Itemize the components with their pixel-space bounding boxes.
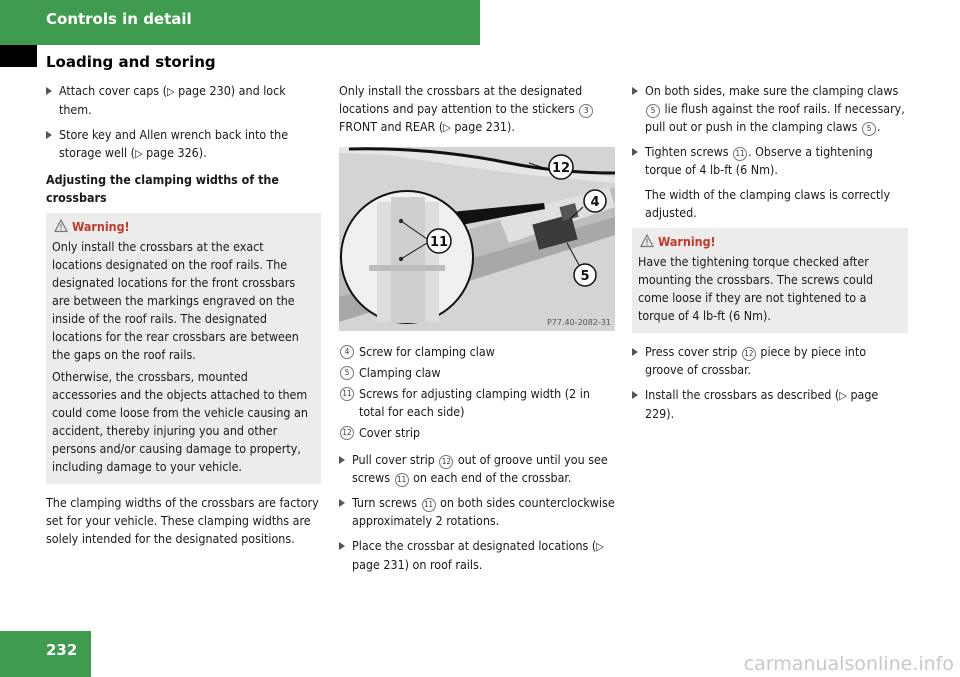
legend-item: 4 Screw for clamping claw xyxy=(339,343,615,361)
bullet-arrow-icon xyxy=(46,87,52,95)
bullet-arrow-icon xyxy=(46,131,52,139)
callout-number: 11 xyxy=(340,387,354,401)
callout-number: 4 xyxy=(340,345,354,359)
bullet-arrow-icon xyxy=(632,391,638,399)
chapter-title: Controls in detail xyxy=(46,10,192,28)
paragraph: Only install the crossbars at the designated locations and pay attention to the stickers 3 FRONT and REAR (▷ page 231). xyxy=(339,82,615,137)
page-number: 232 xyxy=(46,641,78,659)
list-item: Store key and Allen wrench back into the storage well (▷ page 326). xyxy=(46,126,321,163)
callout-label: 4 xyxy=(590,195,600,210)
bullet-arrow-icon xyxy=(339,499,345,507)
column-right xyxy=(632,82,908,430)
bullet-arrow-icon xyxy=(632,87,638,95)
list-item: Install the crossbars as described (▷ page 229). xyxy=(632,386,908,423)
figure-code: P77.40-2082-31 xyxy=(546,318,611,327)
callout-number: 11 xyxy=(733,147,747,161)
warning-text: Have the tightening torque checked after mounting the crossbars. The screws could come loose if they are not tightened to a torque of 4 lb-ft (6 Nm). xyxy=(638,254,874,323)
bullet-arrow-icon xyxy=(339,456,345,464)
list-item: Turn screws 11 on both sides counterclockwise approximately 2 rotations. xyxy=(339,494,615,530)
section-tab xyxy=(0,45,37,67)
legend-item: 5 Clamping claw xyxy=(339,364,615,382)
callout-label: 5 xyxy=(580,269,590,284)
crossbar-illustration xyxy=(339,147,615,331)
page-ref-icon[interactable]: ▷ xyxy=(166,85,175,98)
bullet-arrow-icon xyxy=(632,348,638,356)
bullet-arrow-icon xyxy=(632,148,638,156)
list-item: Pull cover strip 12 out of groove until you see screws 11 on each end of the crossbar. xyxy=(339,451,615,487)
page-ref-icon[interactable]: ▷ xyxy=(596,540,604,553)
list-item: Attach cover caps (▷ page 230) and lock them. xyxy=(46,82,321,119)
callout-number: 3 xyxy=(579,104,593,118)
column-middle xyxy=(339,82,615,581)
callout-label: 11 xyxy=(429,235,449,250)
warning-box xyxy=(632,228,908,333)
warning-text: Only install the crossbars at the exact locations designated on the roof rails. The designated locations for the front crossbars are between the markings engraved on the inside of the roof rails. The designated locations for the rear crossbars are between the gaps on the roof rails. xyxy=(52,239,299,362)
list-item: Tighten screws 11 . Observe a tightening torque of 4 lb-ft (6 Nm). xyxy=(632,143,908,179)
column-left xyxy=(46,82,321,556)
callout-number: 5 xyxy=(862,122,876,136)
bullet-arrow-icon xyxy=(339,542,345,550)
callout-label: 12 xyxy=(551,161,571,176)
callout-number: 5 xyxy=(340,366,354,380)
warning-box xyxy=(46,213,321,484)
callout-number: 12 xyxy=(439,455,453,469)
callout-number: 12 xyxy=(340,426,354,440)
watermark: carmanualsonline.info xyxy=(743,653,954,675)
page-number-box xyxy=(0,631,91,677)
warning-title: Warning! xyxy=(52,218,315,236)
legend-item: 11 Screws for adjusting clamping width (2 in total for each side) xyxy=(339,385,615,421)
list-item: Place the crossbar at designated locations (▷ page 231) on roof rails. xyxy=(339,537,615,574)
list-item: Press cover strip 12 piece by piece into groove of crossbar. xyxy=(632,343,908,379)
paragraph: The clamping widths of the crossbars are factory set for your vehicle. These clamping widths are solely intended for the designated positions. xyxy=(46,495,319,546)
legend-item: 12 Cover strip xyxy=(339,424,615,442)
figure-legend xyxy=(339,343,615,442)
section-title: Loading and storing xyxy=(46,53,216,71)
subheading: Adjusting the clamping widths of the crossbars xyxy=(46,172,279,205)
callout-number: 5 xyxy=(646,104,660,118)
warning-triangle-icon xyxy=(640,234,654,248)
warning-title: Warning! xyxy=(638,233,902,251)
callout-number: 12 xyxy=(742,347,756,361)
note-text: The width of the clamping claws is correctly adjusted. xyxy=(645,187,891,220)
crossbar-figure xyxy=(339,147,615,331)
page-ref-icon[interactable]: ▷ xyxy=(443,121,451,134)
page-ref-icon[interactable]: ▷ xyxy=(134,147,143,160)
page-ref-icon[interactable]: ▷ xyxy=(839,389,847,402)
list-item: On both sides, make sure the clamping claws 5 lie flush against the roof rails. If necessary, pull out or push in the clamping claws 5 . xyxy=(632,82,908,136)
warning-text: Otherwise, the crossbars, mounted accessories and the objects attached to them could come loose from the vehicle causing an accident, thereby injuring you and other persons and/or causing damage to property, including damage to your vehicle. xyxy=(52,369,308,474)
callout-number: 11 xyxy=(395,473,409,487)
warning-triangle-icon xyxy=(54,219,68,233)
callout-number: 11 xyxy=(422,498,436,512)
